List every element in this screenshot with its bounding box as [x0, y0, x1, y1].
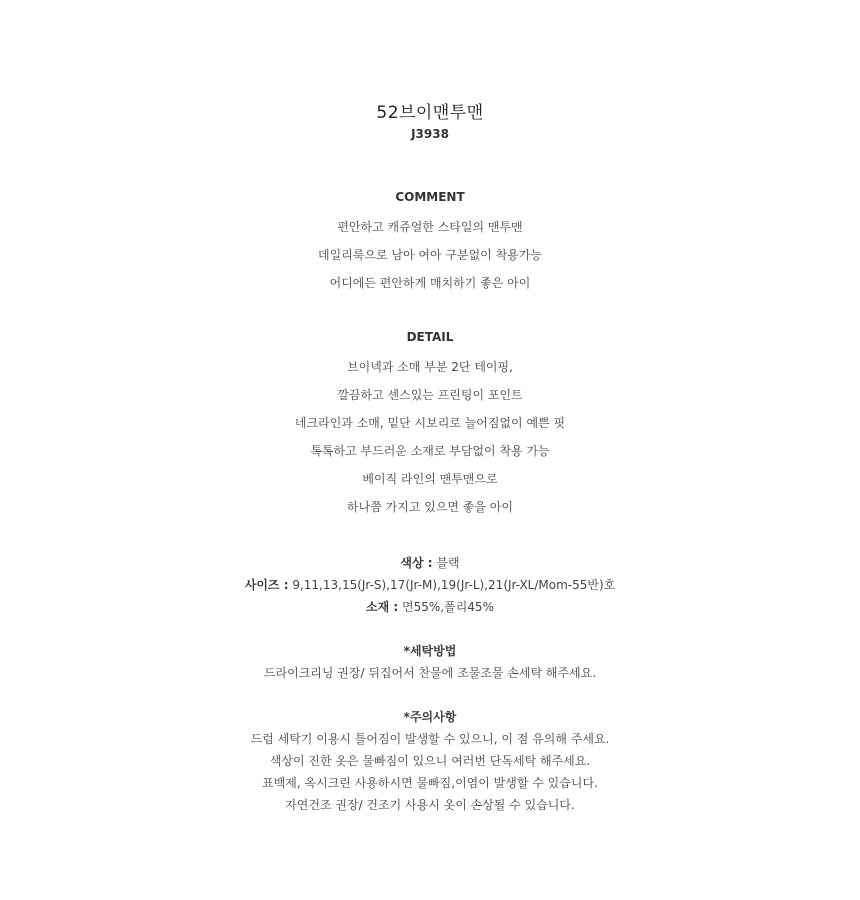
color-spec	[0, 554, 860, 571]
wash-line: 드라이크리닝 권장/ 뒤집어서 찬물에 조물조물 손세탁 해주세요.	[263, 666, 597, 680]
detail-line: 톡톡하고 부드러운 소재로 부담없이 착용 가능	[310, 444, 550, 458]
caution-line: 드럼 세탁기 이용시 틀어짐이 발생할 수 있으니, 이 점 유의해 주세요.	[250, 732, 610, 746]
caution-line: 표백제, 옥시크린 사용하시면 물빠짐,이염이 발생할 수 있습니다.	[262, 776, 598, 790]
color-label: 색상 :	[400, 556, 433, 570]
wash-heading: *세탁방법	[403, 644, 457, 658]
detail-line: 브이넥과 소매 부분 2단 테이핑,	[347, 360, 513, 374]
product-code: J3938	[411, 127, 449, 141]
color-value: 블랙	[436, 556, 460, 570]
detail-line: 베이직 라인의 맨투맨으로	[362, 472, 498, 486]
detail-line: 깔끔하고 센스있는 프린팅이 포인트	[337, 388, 523, 402]
detail-heading: DETAIL	[406, 330, 454, 344]
size-label: 사이즈 :	[244, 578, 289, 592]
size-value: 9,11,13,15(Jr-S),17(Jr-M),19(Jr-L),21(Jr-XL/Mom-55반)호	[292, 578, 616, 592]
material-spec	[0, 598, 860, 615]
material-label: 소재 :	[366, 600, 399, 614]
comment-line: 어디에든 편안하게 매치하기 좋은 아이	[329, 276, 531, 290]
detail-line: 네크라인과 소매, 밑단 시보리로 늘어짐없이 예쁜 핏	[294, 416, 566, 430]
product-name: 52브이맨투맨	[376, 103, 484, 123]
comment-heading: COMMENT	[395, 190, 465, 204]
caution-heading: *주의사항	[403, 710, 457, 724]
comment-line: 데일리룩으로 남아 여아 구분없이 착용가능	[318, 248, 542, 262]
size-spec	[0, 576, 860, 593]
detail-line: 하나쯤 가지고 있으면 좋을 아이	[347, 500, 513, 514]
caution-line: 자연건조 권장/ 건조기 사용시 옷이 손상될 수 있습니다.	[285, 798, 575, 812]
material-value: 면55%,폴리45%	[402, 600, 494, 614]
caution-line: 색상이 진한 옷은 물빠짐이 있으니 여러번 단독세탁 해주세요.	[269, 754, 591, 768]
comment-line: 편안하고 캐쥬얼한 스타일의 맨투맨	[337, 220, 523, 234]
